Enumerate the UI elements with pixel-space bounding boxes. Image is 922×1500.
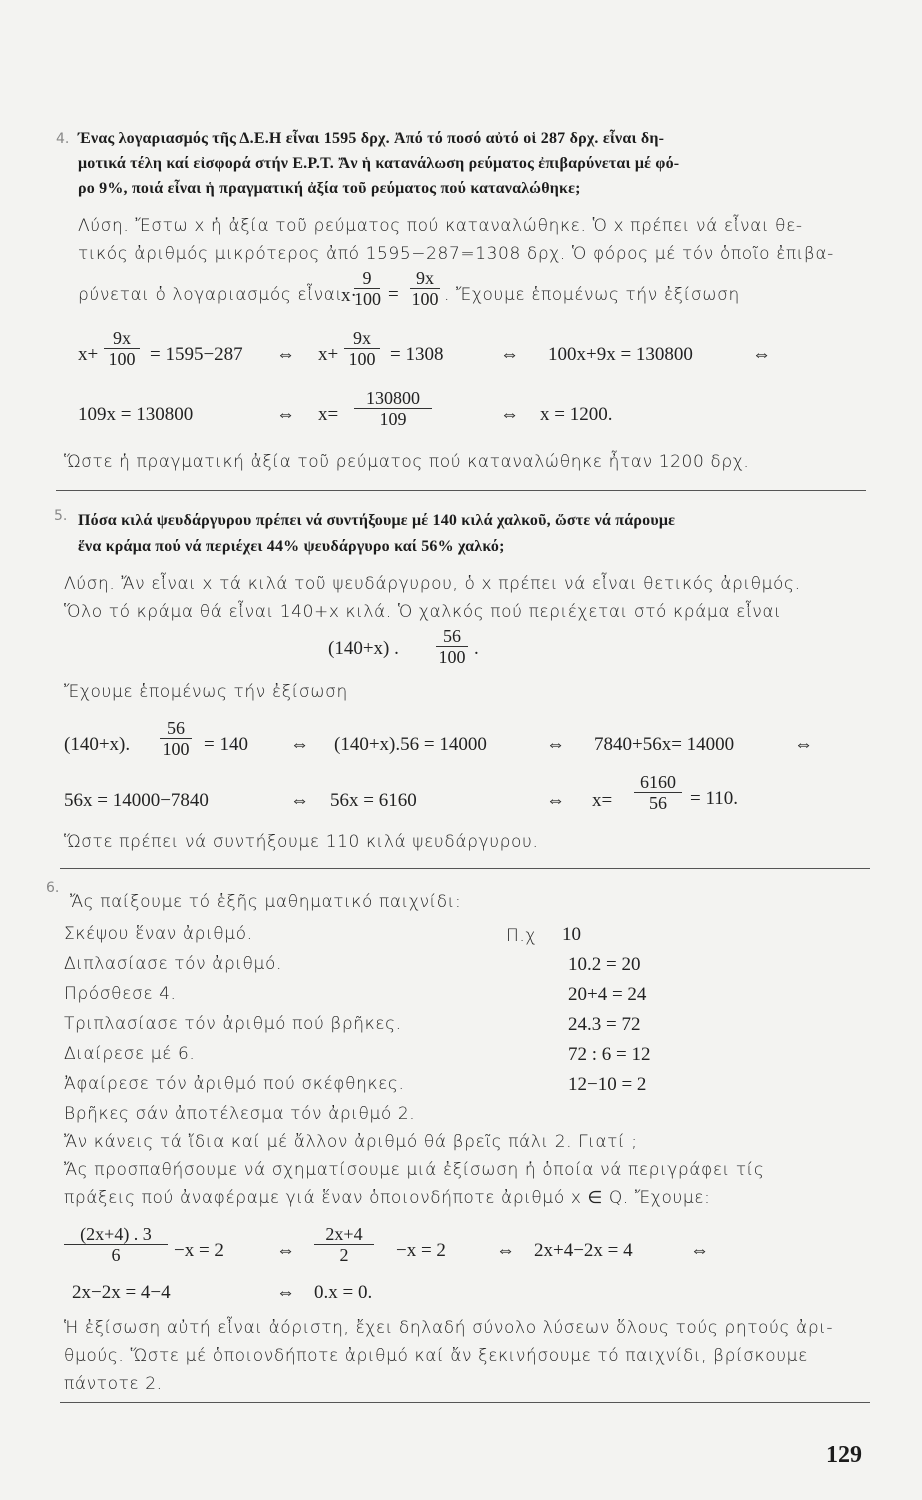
- eq-term: x=: [318, 404, 339, 425]
- equivalence-arrow: ⇔: [290, 734, 309, 755]
- problem6-explain-line1: Ἄς προσπαθήσουμε νά σχηματίσουμε μιά ἐξίσωση ἡ ὁποία νά περιγράφει τίς: [64, 1160, 765, 1180]
- equivalence-arrow: ⇔: [500, 344, 519, 365]
- eq-term: 2x−2x = 4−4: [72, 1282, 171, 1303]
- problem4-solution-line2: τικός ἀριθμός μικρότερος ἀπό 1595−287=1308 δρχ. Ὁ φόρος μέ τόν ὁποῖο ἐπιβα-: [78, 244, 834, 264]
- fraction-9x-over-100: [410, 268, 440, 309]
- eq-term: 7840+56x= 14000: [594, 734, 735, 755]
- fraction-6160-over-56: [634, 772, 682, 813]
- fraction-denominator: 100: [436, 646, 468, 667]
- eq-term: 100x+9x = 130800: [548, 344, 693, 365]
- fraction-numerator: 56: [167, 718, 185, 738]
- game-step-text: Πρόσθεσε 4.: [64, 984, 177, 1004]
- problem5-therefore: Ἔχουμε ἑπομένως τήν ἐξίσωση: [64, 682, 348, 702]
- problem4-tax-line-end: . Ἔχουμε ἑπομένως τήν ἐξίσωση: [444, 285, 740, 305]
- problem6-closing-line1: Ἡ ἐξίσωση αὐτή εἶναι ἀόριστη, ἔχει δηλαδή σύνολο λύσεων ὅλους τούς ρητούς ἀρι-: [64, 1318, 834, 1338]
- fraction-130800-over-109: [354, 388, 432, 429]
- game-step-calc: 10: [562, 924, 581, 945]
- game-step-text: Τριπλασίασε τόν ἀριθμό πού βρῆκες.: [64, 1014, 402, 1034]
- section-divider: [60, 868, 870, 869]
- problem6-number: 6.: [46, 880, 60, 896]
- page-number: 129: [826, 1442, 862, 1468]
- eq-term: x=: [592, 790, 613, 811]
- fraction-denominator: 100: [344, 348, 380, 369]
- section-divider: [60, 1402, 870, 1403]
- copper-expression-dot: .: [474, 638, 479, 659]
- problem4-tax-line-start: ρύνεται ὁ λογαριασμός εἶναι: [78, 285, 343, 305]
- game-step-calc: 24.3 = 72: [568, 1014, 641, 1035]
- eq-term: x = 1200.: [540, 404, 613, 425]
- eq-term: −x = 2: [396, 1240, 446, 1261]
- eq-term: 109x = 130800: [78, 404, 194, 425]
- fraction-denominator: 109: [354, 408, 432, 429]
- equivalence-arrow: ⇔: [794, 734, 813, 755]
- game-step-calc: 10.2 = 20: [568, 954, 641, 975]
- fraction-numerator: (2x+4) . 3: [80, 1224, 152, 1244]
- section-divider: [56, 490, 866, 491]
- game-step-text: Σκέψου ἕναν ἀριθμό.: [64, 924, 253, 944]
- fraction-numerator: 130800: [366, 388, 420, 408]
- fraction-denominator: 2: [314, 1244, 374, 1265]
- equivalence-arrow: ⇔: [546, 734, 565, 755]
- fraction-numerator: 2x+4: [325, 1224, 363, 1244]
- equivalence-arrow: ⇔: [496, 1240, 515, 1261]
- fraction-56-over-100: [160, 718, 192, 759]
- fraction-numerator: 56: [443, 626, 461, 646]
- fraction-numerator: 9x: [353, 328, 371, 348]
- problem6-intro: Ἄς παίξουμε τό ἑξῆς μαθηματικό παιχνίδι:: [70, 892, 462, 912]
- eq-term: = 1595−287: [150, 344, 243, 365]
- eq-term: −x = 2: [174, 1240, 224, 1261]
- fraction-denominator: 100: [160, 738, 192, 759]
- equivalence-arrow: ⇔: [752, 344, 771, 365]
- equivalence-arrow: ⇔: [276, 1282, 295, 1303]
- problem5-solution-line2: Ὅλο τό κράμα θά εἶναι 140+x κιλά. Ὁ χαλκός πού περιέχεται στό κράμα εἶναι: [64, 602, 782, 622]
- game-question-line: Ἄν κάνεις τά ἴδια καί μέ ἄλλον ἀριθμό θά βρεῖς πάλι 2. Γιατί ;: [64, 1132, 638, 1152]
- problem4-solution-line1: Λύση. Ἔστω x ἡ ἀξία τοῦ ρεύματος πού καταναλώθηκε. Ὁ x πρέπει νά εἶναι θε-: [78, 216, 803, 236]
- fraction-9x-over-100: [344, 328, 380, 369]
- problem5-number: 5.: [54, 508, 68, 524]
- example-label: Π.χ: [506, 926, 537, 946]
- game-step-calc: 72 : 6 = 12: [568, 1044, 651, 1065]
- fraction-denominator: 100: [354, 289, 381, 309]
- game-step-text: Διαίρεσε μέ 6.: [64, 1044, 196, 1064]
- problem4-statement-line3: ρο 9%, ποιά εἶναι ἡ πραγματική ἀξία τοῦ ρεύματος πού καταναλώθηκε;: [78, 180, 581, 197]
- eq-term: = 110.: [690, 788, 739, 809]
- equivalence-arrow: ⇔: [690, 1240, 709, 1261]
- fraction-2x4-over-2: [314, 1224, 374, 1265]
- eq-term: 56x = 14000−7840: [64, 790, 209, 811]
- game-step-calc: 12−10 = 2: [568, 1074, 647, 1095]
- eq-term: (140+x).: [64, 734, 131, 755]
- eq-term: x+: [78, 344, 99, 365]
- problem5-conclusion: Ὥστε πρέπει νά συντήξουμε 110 κιλά ψευδάργυρου.: [64, 832, 539, 852]
- eq-term: 56x = 6160: [330, 790, 417, 811]
- game-result-line: Βρῆκες σάν ἀποτέλεσμα τόν ἀριθμό 2.: [64, 1104, 416, 1124]
- problem4-number: 4.: [56, 131, 70, 147]
- copper-expression: (140+x) .: [328, 638, 399, 659]
- fraction-denominator: 100: [104, 348, 140, 369]
- equivalence-arrow: ⇔: [500, 404, 519, 425]
- problem4-statement-line2: μοτικά τέλη καί εἰσφορά στήν Ε.Ρ.Τ. Ἄν ἡ κατανάλωση ρεύματος ἐπιβαρύνεται μέ φό-: [78, 155, 680, 172]
- fraction-denominator: 56: [634, 792, 682, 813]
- game-step-calc: 20+4 = 24: [568, 984, 647, 1005]
- game-step-text: Ἀφαίρεσε τόν ἀριθμό πού σκέφθηκες.: [64, 1074, 405, 1094]
- fraction-2x4-times-3-over-6: [64, 1224, 168, 1265]
- equivalence-arrow: ⇔: [290, 790, 309, 811]
- equivalence-arrow: ⇔: [276, 1240, 295, 1261]
- equals-sign: =: [388, 284, 399, 305]
- fraction-9x-over-100: [104, 328, 140, 369]
- problem4-tax-x: x·: [341, 285, 357, 306]
- problem6-closing-line3: πάντοτε 2.: [64, 1374, 163, 1394]
- problem4-statement-line1: Ένας λογαριασμός τῆς Δ.Ε.Η εἶναι 1595 δρχ. Ἀπό τό ποσό αὐτό οἱ 287 δρχ. εἶναι δη-: [78, 130, 665, 147]
- fraction-denominator: 100: [411, 289, 439, 309]
- fraction-denominator: 6: [64, 1244, 168, 1265]
- fraction-numerator: 9: [362, 268, 372, 288]
- equivalence-arrow: ⇔: [276, 404, 295, 425]
- problem5-solution-line1: Λύση. Ἄν εἶναι x τά κιλά τοῦ ψευδάργυρου, ὁ x πρέπει νά εἶναι θετικός ἀριθμός.: [64, 574, 801, 594]
- problem5-statement-line1: Πόσα κιλά ψευδάργυρου πρέπει νά συντήξουμε μέ 140 κιλά χαλκοῦ, ὥστε νά πάρουμε: [78, 512, 676, 529]
- fraction-numerator: 9x: [113, 328, 131, 348]
- problem4-conclusion: Ὥστε ἡ πραγματική ἀξία τοῦ ρεύματος πού καταναλώθηκε ἦταν 1200 δρχ.: [64, 452, 750, 472]
- fraction-numerator: 6160: [640, 772, 676, 792]
- eq-term: = 140: [204, 734, 248, 755]
- eq-term: x+: [318, 344, 339, 365]
- equivalence-arrow: ⇔: [276, 344, 295, 365]
- game-step-text: Διπλασίασε τόν ἀριθμό.: [64, 954, 282, 974]
- eq-term: (140+x).56 = 14000: [334, 734, 487, 755]
- problem6-closing-line2: θμούς. Ὥστε μέ ὁποιονδήποτε ἀριθμό καί ἄν ξεκινήσουμε τό παιχνίδι, βρίσκουμε: [64, 1346, 808, 1366]
- fraction-numerator: 9x: [416, 268, 434, 288]
- equivalence-arrow: ⇔: [546, 790, 565, 811]
- eq-term: 2x+4−2x = 4: [534, 1240, 633, 1261]
- eq-term: 0.x = 0.: [314, 1282, 373, 1303]
- fraction-56-over-100: [436, 626, 468, 667]
- fraction-9-over-100: [354, 268, 380, 309]
- problem6-explain-line2: πράξεις πού ἀναφέραμε γιά ἕναν ὁποιονδήποτε ἀριθμό x ∈ Q. Ἔχουμε:: [64, 1188, 711, 1208]
- problem5-statement-line2: ἕνα κράμα πού νά περιέχει 44% ψευδάργυρο καί 56% χαλκό;: [78, 538, 505, 555]
- eq-term: = 1308: [390, 344, 444, 365]
